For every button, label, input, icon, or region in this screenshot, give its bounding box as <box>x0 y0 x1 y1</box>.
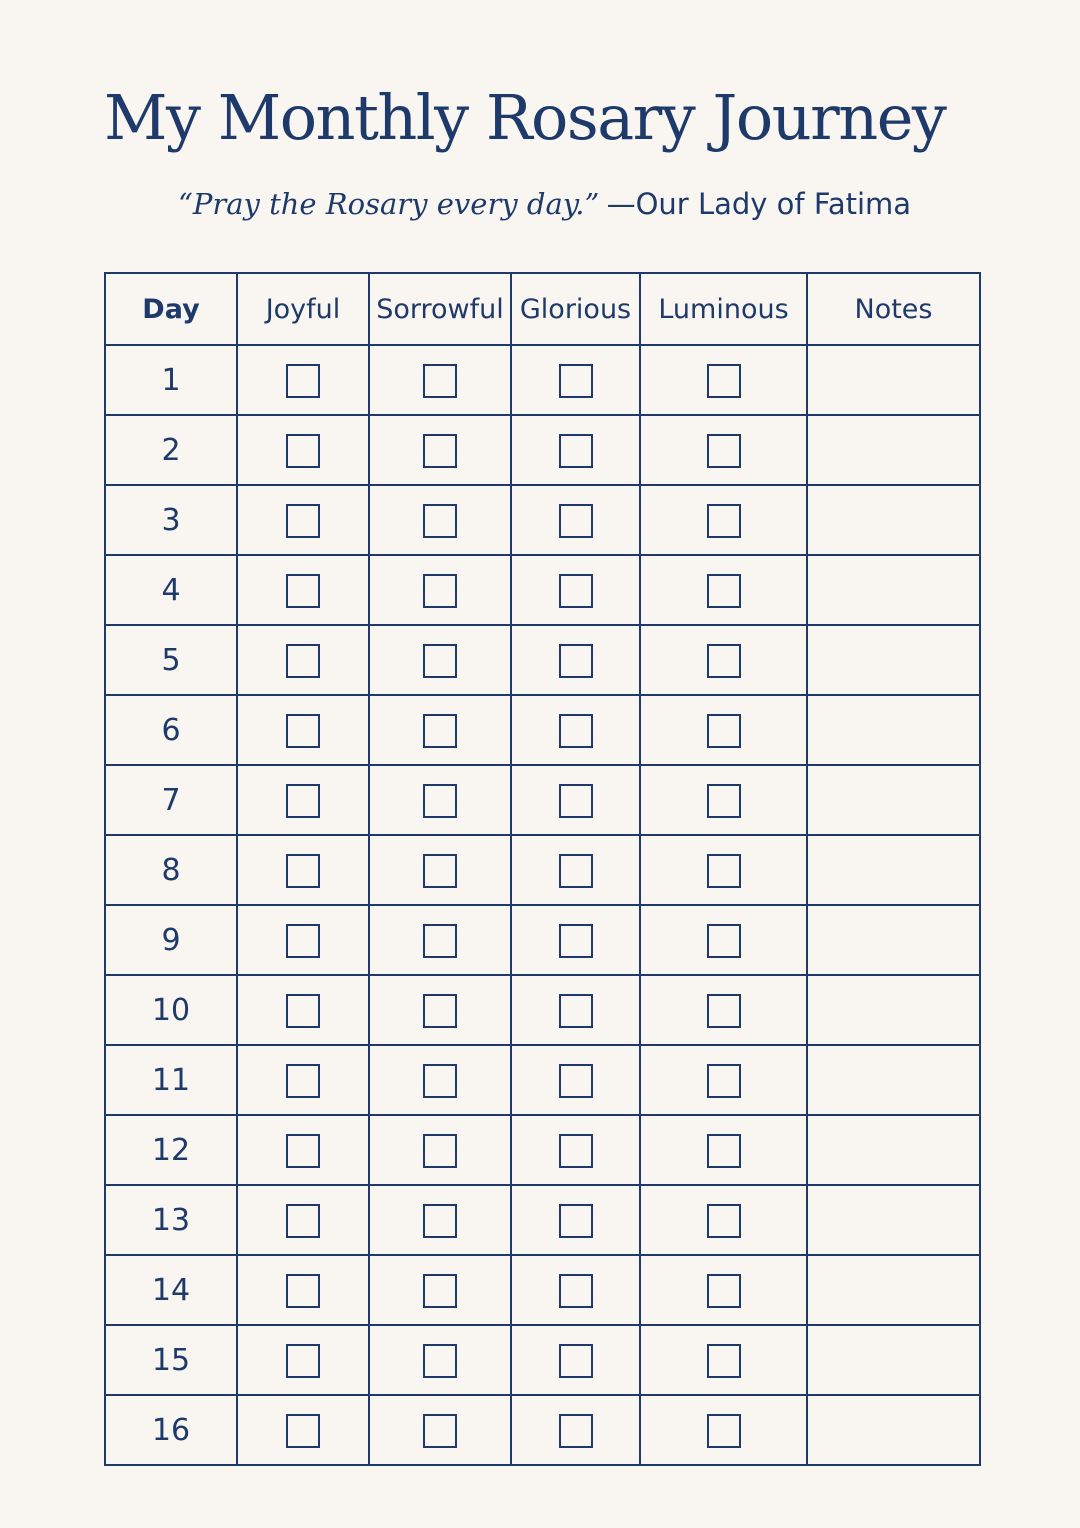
luminous-checkbox[interactable] <box>707 574 741 608</box>
joyful-cell <box>237 1115 369 1185</box>
sorrowful-checkbox[interactable] <box>423 1274 457 1308</box>
table-row <box>105 835 980 905</box>
sorrowful-checkbox[interactable] <box>423 994 457 1028</box>
sorrowful-checkbox[interactable] <box>423 1414 457 1448</box>
notes-cell[interactable] <box>807 1115 980 1185</box>
notes-cell[interactable] <box>807 765 980 835</box>
day-number: 9 <box>105 905 237 975</box>
glorious-checkbox[interactable] <box>559 574 593 608</box>
luminous-cell <box>640 485 807 555</box>
joyful-checkbox[interactable] <box>286 434 320 468</box>
joyful-cell <box>237 1045 369 1115</box>
joyful-checkbox[interactable] <box>286 994 320 1028</box>
table-row <box>105 1115 980 1185</box>
joyful-cell <box>237 625 369 695</box>
day-number: 10 <box>105 975 237 1045</box>
joyful-checkbox[interactable] <box>286 714 320 748</box>
notes-cell[interactable] <box>807 1395 980 1465</box>
notes-cell[interactable] <box>807 695 980 765</box>
sorrowful-checkbox[interactable] <box>423 644 457 678</box>
day-number: 13 <box>105 1185 237 1255</box>
day-number: 5 <box>105 625 237 695</box>
luminous-cell <box>640 1185 807 1255</box>
column-header-sorrowful: Sorrowful <box>369 273 511 345</box>
sorrowful-cell <box>369 485 511 555</box>
luminous-checkbox[interactable] <box>707 714 741 748</box>
notes-cell[interactable] <box>807 1185 980 1255</box>
sorrowful-checkbox[interactable] <box>423 784 457 818</box>
column-header-luminous: Luminous <box>640 273 807 345</box>
joyful-checkbox[interactable] <box>286 784 320 818</box>
notes-cell[interactable] <box>807 1325 980 1395</box>
joyful-cell <box>237 345 369 415</box>
notes-cell[interactable] <box>807 625 980 695</box>
luminous-checkbox[interactable] <box>707 364 741 398</box>
day-number: 8 <box>105 835 237 905</box>
table-row <box>105 1185 980 1255</box>
joyful-cell <box>237 835 369 905</box>
notes-cell[interactable] <box>807 975 980 1045</box>
glorious-cell <box>511 1185 640 1255</box>
page-title: My Monthly Rosary Journey <box>104 81 946 154</box>
glorious-checkbox[interactable] <box>559 1274 593 1308</box>
glorious-cell <box>511 1045 640 1115</box>
joyful-checkbox[interactable] <box>286 574 320 608</box>
joyful-checkbox[interactable] <box>286 1134 320 1168</box>
table-row <box>105 485 980 555</box>
glorious-cell <box>511 1255 640 1325</box>
joyful-cell <box>237 1395 369 1465</box>
joyful-cell <box>237 765 369 835</box>
joyful-cell <box>237 1325 369 1395</box>
notes-cell[interactable] <box>807 555 980 625</box>
notes-cell[interactable] <box>807 345 980 415</box>
sorrowful-cell <box>369 1045 511 1115</box>
sorrowful-cell <box>369 1115 511 1185</box>
luminous-checkbox[interactable] <box>707 784 741 818</box>
joyful-checkbox[interactable] <box>286 1064 320 1098</box>
table-row <box>105 695 980 765</box>
luminous-cell <box>640 415 807 485</box>
joyful-checkbox[interactable] <box>286 1204 320 1238</box>
luminous-cell <box>640 695 807 765</box>
table-row <box>105 555 980 625</box>
sorrowful-checkbox[interactable] <box>423 1134 457 1168</box>
glorious-checkbox[interactable] <box>559 644 593 678</box>
glorious-checkbox[interactable] <box>559 364 593 398</box>
joyful-cell <box>237 975 369 1045</box>
luminous-cell <box>640 1045 807 1115</box>
glorious-cell <box>511 835 640 905</box>
glorious-checkbox[interactable] <box>559 1344 593 1378</box>
glorious-checkbox[interactable] <box>559 434 593 468</box>
day-number: 15 <box>105 1325 237 1395</box>
luminous-cell <box>640 905 807 975</box>
luminous-checkbox[interactable] <box>707 1204 741 1238</box>
joyful-checkbox[interactable] <box>286 924 320 958</box>
luminous-checkbox[interactable] <box>707 1134 741 1168</box>
glorious-cell <box>511 765 640 835</box>
day-number: 2 <box>105 415 237 485</box>
column-header-day: Day <box>105 273 237 345</box>
sorrowful-cell <box>369 555 511 625</box>
glorious-cell <box>511 485 640 555</box>
joyful-checkbox[interactable] <box>286 504 320 538</box>
luminous-checkbox[interactable] <box>707 504 741 538</box>
quote-text: “Pray the Rosary every day.” <box>178 187 600 221</box>
joyful-checkbox[interactable] <box>286 644 320 678</box>
glorious-checkbox[interactable] <box>559 1064 593 1098</box>
luminous-checkbox[interactable] <box>707 924 741 958</box>
sorrowful-cell <box>369 1395 511 1465</box>
glorious-cell <box>511 975 640 1045</box>
table-row <box>105 1395 980 1465</box>
joyful-checkbox[interactable] <box>286 1274 320 1308</box>
sorrowful-checkbox[interactable] <box>423 434 457 468</box>
day-number: 11 <box>105 1045 237 1115</box>
table-row <box>105 905 980 975</box>
sorrowful-cell <box>369 975 511 1045</box>
luminous-cell <box>640 625 807 695</box>
luminous-cell <box>640 1395 807 1465</box>
notes-cell[interactable] <box>807 1045 980 1115</box>
glorious-checkbox[interactable] <box>559 504 593 538</box>
luminous-cell <box>640 1325 807 1395</box>
table-row <box>105 765 980 835</box>
luminous-checkbox[interactable] <box>707 854 741 888</box>
joyful-cell <box>237 415 369 485</box>
day-number: 4 <box>105 555 237 625</box>
joyful-cell <box>237 555 369 625</box>
sorrowful-cell <box>369 625 511 695</box>
luminous-checkbox[interactable] <box>707 1414 741 1448</box>
glorious-cell <box>511 695 640 765</box>
sorrowful-cell <box>369 695 511 765</box>
joyful-checkbox[interactable] <box>286 1344 320 1378</box>
notes-cell[interactable] <box>807 905 980 975</box>
luminous-cell <box>640 835 807 905</box>
luminous-checkbox[interactable] <box>707 994 741 1028</box>
sorrowful-cell <box>369 1325 511 1395</box>
sorrowful-checkbox[interactable] <box>423 1204 457 1238</box>
sorrowful-checkbox[interactable] <box>423 714 457 748</box>
luminous-checkbox[interactable] <box>707 1344 741 1378</box>
glorious-checkbox[interactable] <box>559 994 593 1028</box>
glorious-checkbox[interactable] <box>559 784 593 818</box>
day-number: 16 <box>105 1395 237 1465</box>
column-header-joyful: Joyful <box>237 273 369 345</box>
day-number: 12 <box>105 1115 237 1185</box>
glorious-cell <box>511 905 640 975</box>
luminous-checkbox[interactable] <box>707 434 741 468</box>
column-header-glorious: Glorious <box>511 273 640 345</box>
sorrowful-checkbox[interactable] <box>423 574 457 608</box>
day-number: 6 <box>105 695 237 765</box>
glorious-cell <box>511 1325 640 1395</box>
luminous-cell <box>640 975 807 1045</box>
sorrowful-cell <box>369 1185 511 1255</box>
joyful-cell <box>237 485 369 555</box>
sorrowful-cell <box>369 1255 511 1325</box>
glorious-checkbox[interactable] <box>559 924 593 958</box>
joyful-cell <box>237 695 369 765</box>
glorious-checkbox[interactable] <box>559 1414 593 1448</box>
glorious-checkbox[interactable] <box>559 1204 593 1238</box>
sorrowful-checkbox[interactable] <box>423 1064 457 1098</box>
day-number: 3 <box>105 485 237 555</box>
table-row <box>105 625 980 695</box>
table-row <box>105 1255 980 1325</box>
luminous-cell <box>640 555 807 625</box>
glorious-checkbox[interactable] <box>559 1134 593 1168</box>
table-row <box>105 1045 980 1115</box>
header-row <box>105 273 980 345</box>
glorious-cell <box>511 345 640 415</box>
luminous-checkbox[interactable] <box>707 644 741 678</box>
notes-cell[interactable] <box>807 1255 980 1325</box>
notes-cell[interactable] <box>807 835 980 905</box>
glorious-cell <box>511 555 640 625</box>
sorrowful-checkbox[interactable] <box>423 854 457 888</box>
sorrowful-checkbox[interactable] <box>423 1344 457 1378</box>
joyful-cell <box>237 1255 369 1325</box>
notes-cell[interactable] <box>807 415 980 485</box>
joyful-checkbox[interactable] <box>286 1414 320 1448</box>
table-row <box>105 975 980 1045</box>
joyful-checkbox[interactable] <box>286 364 320 398</box>
joyful-checkbox[interactable] <box>286 854 320 888</box>
sorrowful-checkbox[interactable] <box>423 924 457 958</box>
quote <box>178 184 1038 225</box>
sorrowful-cell <box>369 905 511 975</box>
rosary-tracker-table <box>104 272 981 1466</box>
luminous-checkbox[interactable] <box>707 1064 741 1098</box>
sorrowful-cell <box>369 835 511 905</box>
sorrowful-checkbox[interactable] <box>423 364 457 398</box>
sorrowful-checkbox[interactable] <box>423 504 457 538</box>
joyful-cell <box>237 905 369 975</box>
glorious-cell <box>511 625 640 695</box>
luminous-cell <box>640 1255 807 1325</box>
day-number: 14 <box>105 1255 237 1325</box>
day-number: 1 <box>105 345 237 415</box>
glorious-checkbox[interactable] <box>559 714 593 748</box>
quote-attribution: —Our Lady of Fatima <box>606 187 912 221</box>
sorrowful-cell <box>369 765 511 835</box>
sorrowful-cell <box>369 415 511 485</box>
column-header-notes: Notes <box>807 273 980 345</box>
glorious-cell <box>511 1395 640 1465</box>
luminous-cell <box>640 765 807 835</box>
joyful-cell <box>237 1185 369 1255</box>
table-row <box>105 345 980 415</box>
luminous-cell <box>640 1115 807 1185</box>
table-row <box>105 1325 980 1395</box>
glorious-checkbox[interactable] <box>559 854 593 888</box>
luminous-checkbox[interactable] <box>707 1274 741 1308</box>
table-row <box>105 415 980 485</box>
luminous-cell <box>640 345 807 415</box>
notes-cell[interactable] <box>807 485 980 555</box>
glorious-cell <box>511 415 640 485</box>
sorrowful-cell <box>369 345 511 415</box>
day-number: 7 <box>105 765 237 835</box>
glorious-cell <box>511 1115 640 1185</box>
